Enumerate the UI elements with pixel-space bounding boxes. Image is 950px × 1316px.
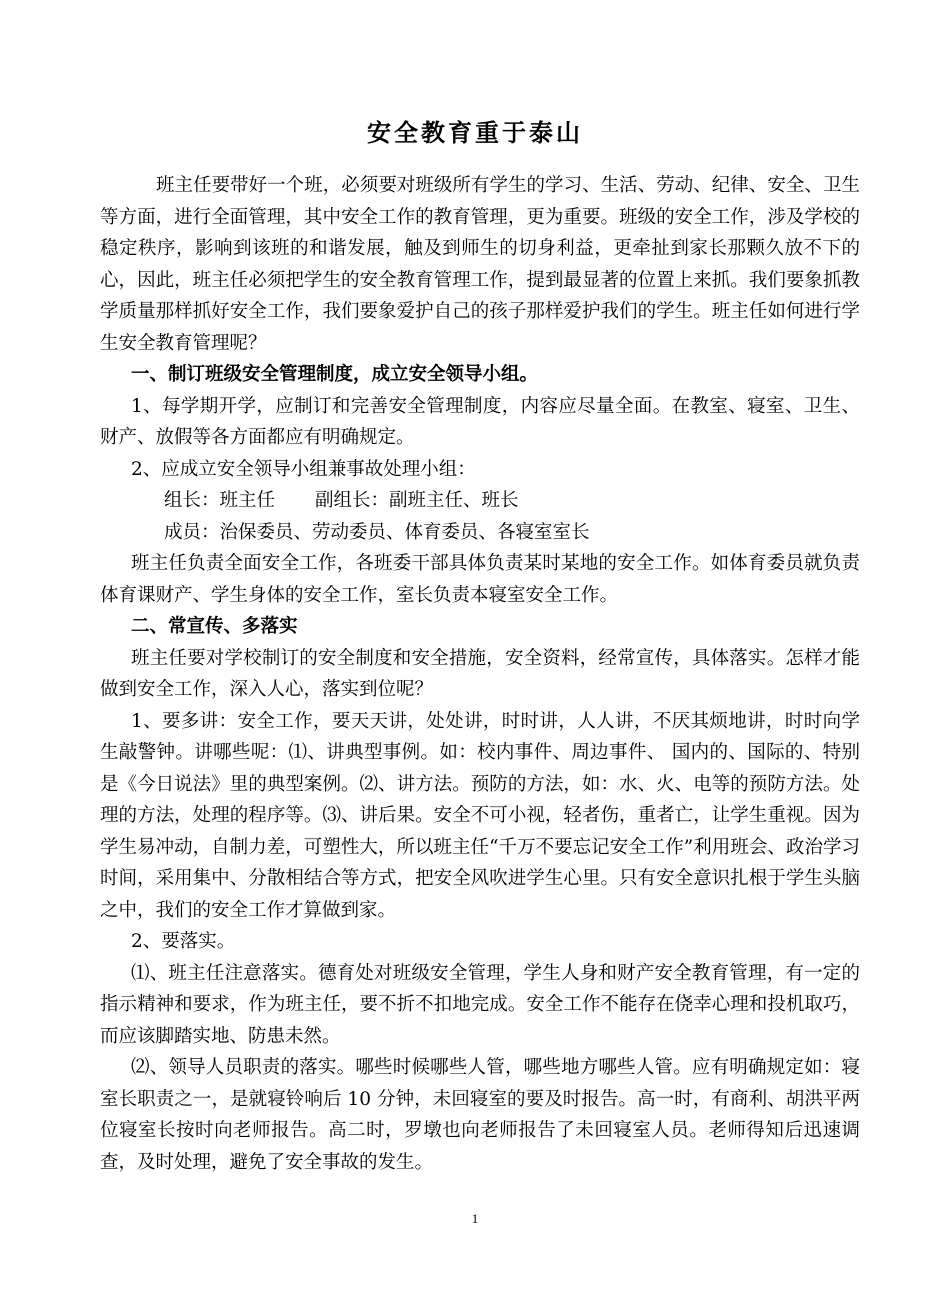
section-heading-1: 一、制订班级安全管理制度，成立安全领导小组。	[131, 364, 539, 385]
body-paragraph: 2、应成立安全领导小组兼事故处理小组：	[131, 458, 476, 480]
body-paragraph: 2、要落实。	[131, 931, 236, 952]
body-paragraph: 班主任要对学校制订的安全制度和安全措施，安全资料，经常宣传，具体落实。怎样才能做到安全工作，深入人心，落实到位呢？	[100, 647, 860, 700]
page-number: 1	[471, 1211, 479, 1226]
roster-line-members: 成员：治保委员、劳动委员、体育委员、各寝室室长	[164, 521, 590, 543]
roster-line-leaders	[100, 485, 860, 517]
body-paragraph: ⑵、领导人员职责的落实。哪些时候哪些人管，哪些地方哪些人管。应有明确规定如：寝室长职责之一，是就寝铃响后 10 分钟，未回寝室的要及时报告。高一时，有商利、胡洪平两位寝室长按时向老师报告。高二时，罗墩也向老师报告了未回寝室人员。老师得知后迅速调查，及时处理，避免了安全事故的发生。	[100, 1057, 860, 1173]
roster-leader: 组长：班主任	[164, 490, 276, 511]
body-paragraph: ⑴、班主任注意落实。德育处对班级安全管理，学生人身和财产安全教育管理，有一定的指示精神和要求，作为班主任，要不折不扣地完成。安全工作不能存在侥幸心理和投机取巧，而应该脚踏实地、防患未然。	[100, 962, 860, 1047]
document-body	[100, 170, 860, 1178]
document-title: 安全教育重于泰山	[367, 118, 583, 147]
body-paragraph: 1、要多讲：安全工作，要天天讲，处处讲，时时讲，人人讲，不厌其烦地讲，时时向学生敲警钟。讲哪些呢：⑴、讲典型事例。如：校内事件、周边事件、 国内的、国际的、特别是《今日说法》里的典型案例。⑵、讲方法。预防的方法，如：水、火、电等的预防方法。处理的方法，处理的程序等。⑶、讲后果。安全不可小视，轻者伤，重者亡，让学生重视。因为学生易冲动，自制力差，可塑性大，所以班主任“千万不要忘记安全工作”利用班会、政治学习时间，采用集中、分散相结合等方式，把安全风吹进学生心里。只有安全意识扎根于学生头脑之中，我们的安全工作才算做到家。	[100, 710, 860, 921]
roster-deputy: 副组长：副班主任、班长	[315, 490, 519, 511]
section-heading-2: 二、常宣传、多落实	[131, 616, 298, 637]
body-paragraph: 班主任负责全面安全工作，各班委干部具体负责某时某地的安全工作。如体育委员就负责体育课财产、学生身体的安全工作，室长负责本寝室安全工作。	[100, 553, 860, 606]
intro-paragraph: 班主任要带好一个班，必须要对班级所有学生的学习、生活、劳动、纪律、安全、卫生等方面，进行全面管理，其中安全工作的教育管理，更为重要。班级的安全工作，涉及学校的稳定秩序，影响到该班的和谐发展，触及到师生的切身利益，更牵扯到家长那颗久放不下的心，因此，班主任必须把学生的安全教育管理工作，提到最显著的位置上来抓。我们要象抓教学质量那样抓好安全工作，我们要象爱护自己的孩子那样爱护我们的学生。班主任如何进行学生安全教育管理呢？	[100, 175, 860, 354]
body-paragraph: 1、每学期开学，应制订和完善安全管理制度，内容应尽量全面。在教室、寝室、卫生、财产、放假等各方面都应有明确规定。	[100, 395, 860, 448]
